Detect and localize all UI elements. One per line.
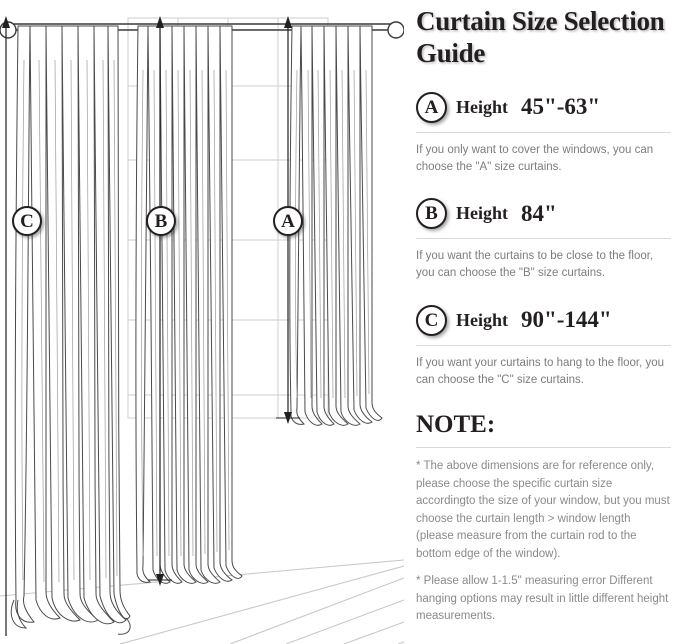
option-value-b: 84" (521, 200, 557, 226)
option-row-b (416, 198, 671, 229)
option-row-c (416, 305, 671, 336)
curtain-panel-b (136, 26, 242, 583)
option-description-a: If you only want to cover the windows, you can choose the "A" size curtains. (416, 143, 654, 173)
diagram-badge-b: B (146, 206, 176, 236)
divider-b (416, 238, 671, 239)
note-paragraph-2: * Please allow 1-1.5" measuring error Different hanging options may result in little different height measurements. (416, 575, 669, 622)
option-badge-a: A (416, 92, 447, 123)
divider-c (416, 345, 671, 346)
option-label-a: Height (456, 96, 508, 117)
diagram-badge-a: A (273, 206, 303, 236)
page-title: Curtain Size Selection Guide (416, 6, 665, 68)
option-description-c: If you want your curtains to hang to the floor, you can choose the "C" size curtains. (416, 356, 665, 386)
guide-text-panel (404, 0, 679, 644)
curtain-panel-a (290, 26, 382, 425)
option-row-a (416, 92, 671, 123)
note-divider (416, 447, 671, 448)
option-value-a: 45"-63" (521, 94, 601, 120)
option-badge-b: B (416, 198, 447, 229)
divider-a (416, 132, 671, 133)
curtain-panel-c (11, 26, 130, 634)
option-label-c: Height (456, 309, 508, 330)
option-label-b: Height (456, 203, 508, 224)
note-paragraph-1: * The above dimensions are for reference only, please choose the specific curtain size accordingto the size of your window, but you must choose the curtain length > window length (please measure from the curtain rod to the bottom edge of the window). (416, 460, 670, 560)
diagram-badge-c: C (12, 206, 42, 236)
option-value-c: 90"-144" (521, 307, 612, 333)
note-heading: NOTE: (416, 411, 496, 439)
option-description-b: If you want the curtains to be close to the floor, you can choose the "B" size curtains. (416, 250, 654, 280)
option-badge-c: C (416, 305, 447, 336)
